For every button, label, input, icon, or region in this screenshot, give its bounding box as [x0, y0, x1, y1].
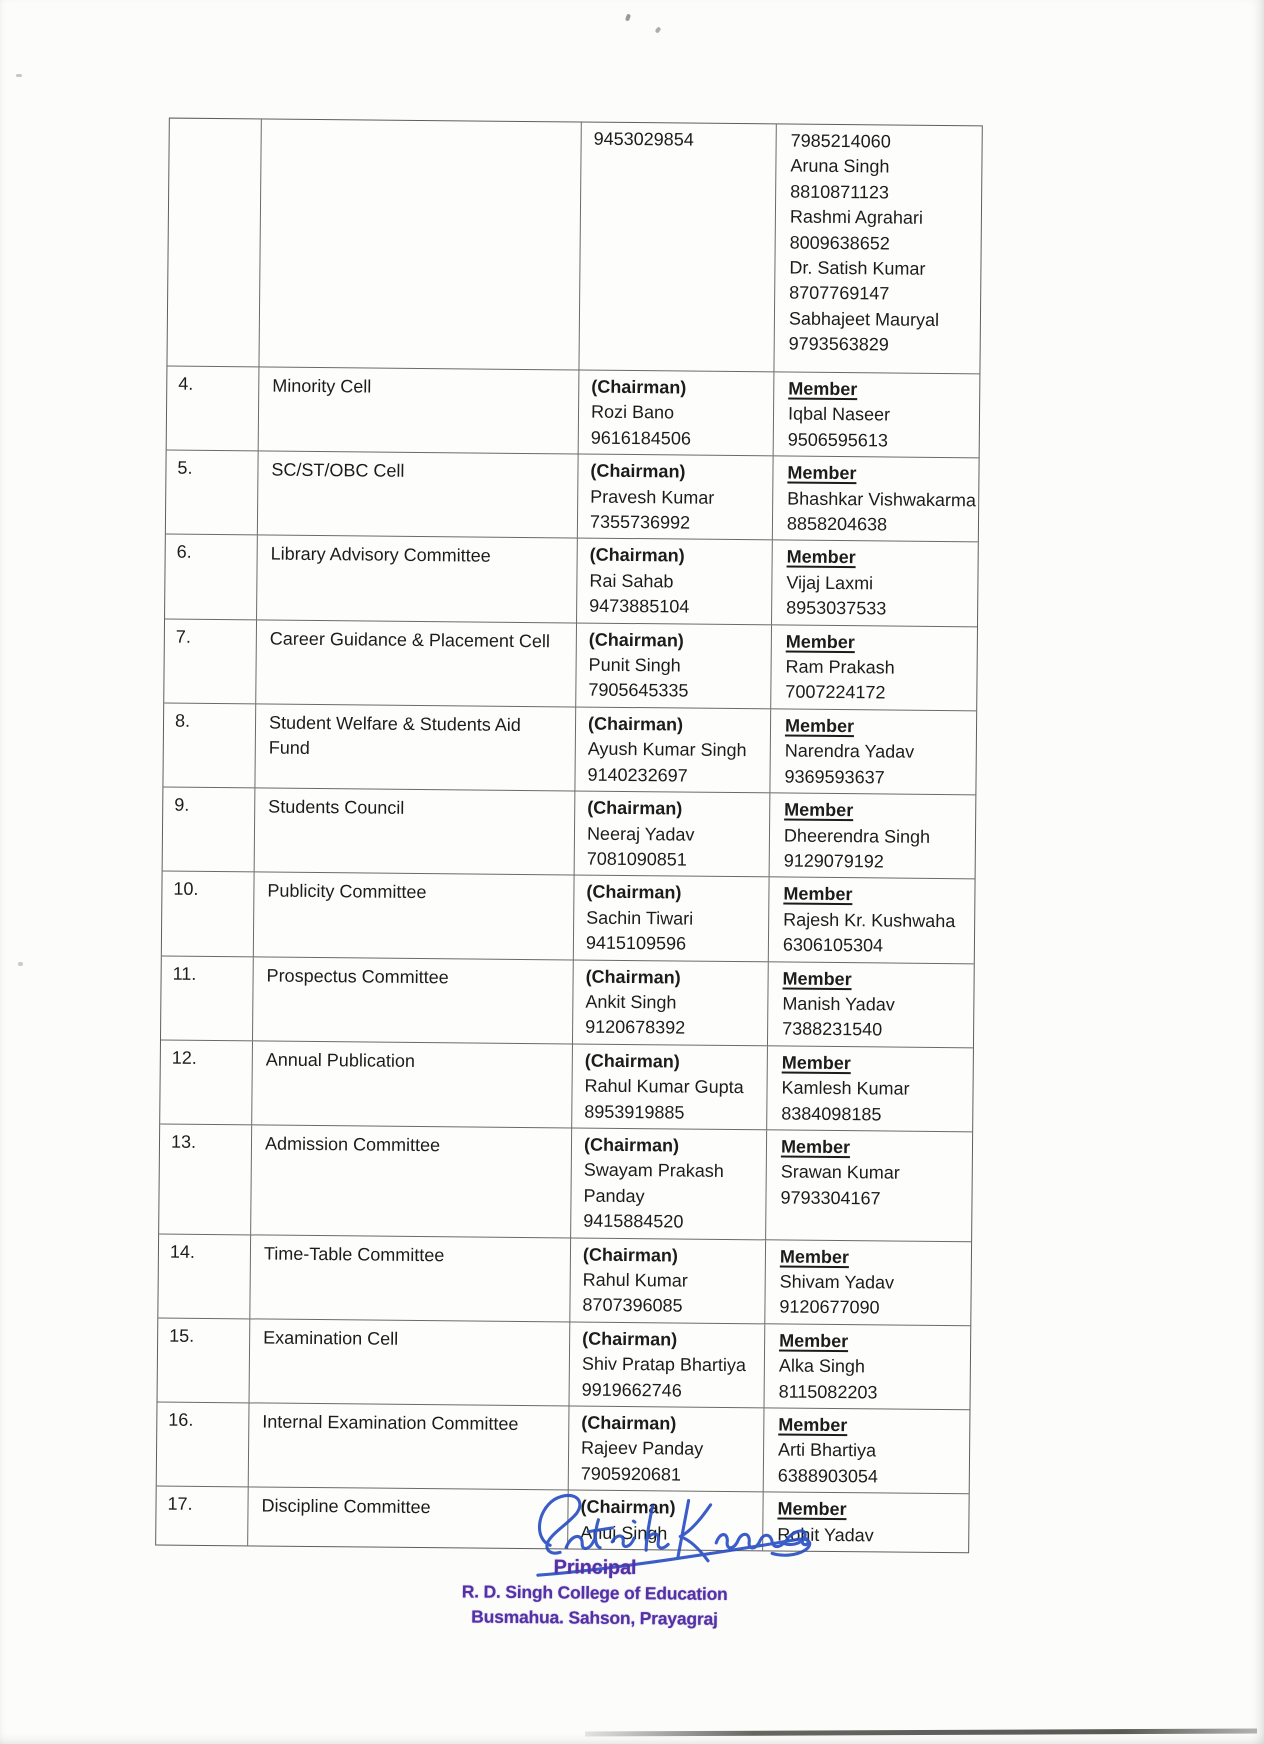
table-row	[163, 787, 976, 879]
member-cell	[765, 1240, 971, 1325]
chairman-phone: 8707396085	[582, 1294, 683, 1316]
member-name: Shivam Yadav	[779, 1271, 895, 1293]
member-label: Member	[780, 1136, 851, 1158]
committee-cell	[259, 367, 580, 453]
committee-cell	[250, 1319, 571, 1405]
committee-name: SC/ST/OBC Cell	[271, 459, 405, 482]
chairman-label: (Chairman)	[582, 1244, 679, 1266]
serial-cell	[163, 703, 256, 787]
serial-number: 11.	[172, 963, 197, 984]
committee-cell	[252, 1041, 573, 1127]
member-phone: 8009638652	[789, 232, 890, 254]
serial-cell	[167, 367, 260, 451]
member-phone: 8858204638	[786, 513, 888, 535]
table-row	[158, 1233, 971, 1325]
chairman-label: (Chairman)	[589, 545, 685, 566]
member-cell	[774, 124, 981, 373]
member-cell	[772, 541, 978, 626]
committee-name: Internal Examination Committee	[262, 1411, 519, 1435]
chairman-phone: 9453029854	[593, 128, 694, 150]
stamp-college: R. D. Singh College of Education	[461, 1581, 728, 1604]
chairman-cell	[574, 876, 770, 961]
member-name: Alka Singh	[778, 1355, 866, 1377]
chairman-phone: 9140232697	[587, 764, 688, 786]
committee-name: Library Advisory Committee	[270, 543, 491, 567]
serial-cell	[156, 1487, 249, 1546]
chairman-name: Rahul Kumar Gupta	[584, 1075, 744, 1098]
member-phone: 9793304167	[780, 1187, 881, 1209]
chairman-phone: 9919662746	[581, 1379, 682, 1401]
member-name: Rohit Yadav	[777, 1524, 874, 1546]
chairman-label: (Chairman)	[585, 966, 681, 988]
serial-number: 14.	[169, 1241, 196, 1262]
member-cell	[771, 625, 977, 710]
member-phone: 8810871123	[790, 181, 890, 203]
member-label: Member	[782, 968, 852, 989]
stamp-title: Principal	[553, 1556, 637, 1580]
serial-number: 7.	[175, 626, 191, 647]
table-row	[157, 1402, 970, 1494]
committee-cell	[256, 620, 577, 706]
member-cell	[770, 709, 976, 794]
chairman-label: (Chairman)	[590, 460, 686, 482]
serial-cell	[157, 1403, 250, 1487]
chairman-cell	[575, 707, 771, 792]
member-name: Rashmi Agrahari	[789, 206, 924, 229]
committee-cell	[255, 789, 576, 875]
chairman-cell	[572, 1044, 768, 1129]
member-phone: 9793563829	[788, 333, 889, 355]
member-name: Arti Bhartiya	[777, 1439, 877, 1461]
committee-name: Students Council	[268, 796, 405, 818]
committee-name: Admission Committee	[264, 1133, 441, 1156]
chairman-label: (Chairman)	[588, 629, 684, 651]
member-label: Member	[784, 715, 855, 737]
member-phone: 8953037533	[786, 597, 887, 619]
member-name: Kamlesh Kumar	[781, 1077, 910, 1099]
table-row	[167, 119, 981, 374]
serial-number: 17.	[167, 1493, 193, 1515]
member-name: Srawan Kumar	[780, 1161, 900, 1183]
member-name: Manish Yadav	[782, 993, 895, 1015]
chairman-phone: 9120678392	[585, 1016, 686, 1038]
serial-cell	[167, 119, 261, 367]
committee-cell	[259, 119, 581, 369]
chairman-cell	[570, 1238, 766, 1323]
serial-number: 5.	[177, 457, 193, 479]
chairman-name: Pravesh Kumar	[590, 486, 715, 508]
committee-name: Minority Cell	[272, 375, 372, 397]
member-cell	[770, 793, 976, 878]
member-name: Iqbal Naseer	[787, 403, 891, 425]
member-phone: 6306105304	[782, 934, 884, 956]
member-name: Vijaj Laxmi	[786, 572, 874, 594]
chairman-phone: 7905920681	[580, 1463, 682, 1485]
member-label: Member	[781, 1052, 851, 1073]
scan-speck	[16, 74, 22, 77]
serial-cell	[164, 619, 257, 703]
committee-cell	[254, 873, 575, 959]
chairman-label: (Chairman)	[591, 376, 687, 398]
committee-name: Career Guidance & Placement Cell	[269, 628, 551, 651]
table-row	[166, 450, 979, 542]
serial-cell	[158, 1234, 251, 1318]
table-row	[161, 955, 974, 1047]
member-label: Member	[783, 883, 853, 905]
member-phone: 9120677090	[779, 1296, 880, 1318]
chairman-name: Ayush Kumar Singh	[587, 738, 747, 761]
committee-cell	[251, 1125, 572, 1237]
member-phone: 8707769147	[789, 282, 890, 304]
serial-cell	[159, 1124, 252, 1234]
chairman-name: Punit Singh	[588, 654, 681, 676]
table-row	[163, 702, 976, 794]
table-row	[167, 366, 980, 458]
member-label: Member	[779, 1330, 849, 1351]
serial-number: 10.	[173, 878, 199, 900]
chairman-label: (Chairman)	[584, 1050, 680, 1072]
principal-stamp	[414, 1554, 775, 1632]
chairman-name: Rahul Kumar	[582, 1269, 688, 1291]
member-cell	[769, 878, 975, 963]
chairman-cell	[579, 371, 775, 456]
chairman-phone: 9415884520	[583, 1210, 684, 1232]
table-row	[162, 871, 975, 963]
member-phone: 9129079192	[783, 850, 884, 872]
member-phone: 7985214060	[790, 130, 891, 152]
member-label: Member	[786, 546, 856, 568]
chairman-label: (Chairman)	[583, 1134, 680, 1156]
member-name: Aruna Singh	[790, 155, 890, 177]
committee-name: Prospectus Committee	[266, 965, 449, 987]
member-label: Member	[779, 1246, 850, 1267]
member-phone: 9506595613	[787, 429, 888, 451]
committee-cell	[253, 957, 574, 1043]
chairman-label: (Chairman)	[580, 1496, 676, 1518]
chairman-cell	[571, 1128, 767, 1238]
member-name: Ram Prakash	[785, 656, 895, 678]
chairman-phone: 8953919885	[584, 1101, 685, 1123]
chairman-phone: 9415109596	[585, 932, 687, 954]
committee-name: Publicity Committee	[267, 880, 427, 903]
chairman-cell	[577, 539, 773, 624]
chairman-label: (Chairman)	[582, 1328, 678, 1350]
table-row	[164, 618, 977, 710]
member-cell	[764, 1324, 970, 1409]
chairman-phone: 7905645335	[588, 680, 689, 702]
chairman-name: Sachin Tiwari	[586, 907, 694, 929]
chairman-phone: 9473885104	[589, 595, 690, 617]
committee-name: Time-Table Committee	[263, 1243, 445, 1265]
chairman-name: Neeraj Yadav	[586, 823, 695, 845]
chairman-cell	[579, 123, 776, 372]
chairman-label: (Chairman)	[581, 1412, 677, 1434]
chairman-label: (Chairman)	[587, 713, 684, 735]
member-label: Member	[784, 799, 854, 821]
chairman-name: Anuj Singh	[580, 1522, 668, 1544]
member-name: Bhashkar Vishwakarma	[787, 488, 977, 510]
serial-number: 15.	[169, 1325, 195, 1346]
table-row	[158, 1317, 971, 1409]
committee-table	[155, 118, 983, 1554]
member-phone: 6388903054	[777, 1465, 879, 1487]
chairman-name: Ankit Singh	[585, 991, 677, 1013]
member-label: Member	[777, 1498, 847, 1520]
chairman-cell	[576, 623, 772, 708]
serial-number: 8.	[174, 710, 191, 731]
chairman-name: Rozi Bano	[590, 402, 675, 423]
serial-cell	[163, 788, 256, 872]
chairman-cell	[570, 1322, 766, 1407]
scan-speck	[18, 962, 23, 966]
member-name: Sabhajeet Mauryal	[788, 308, 940, 330]
member-cell	[774, 372, 980, 457]
member-name: Dr. Satish Kumar	[789, 257, 926, 279]
member-phone: 9369593637	[784, 766, 885, 788]
member-cell	[764, 1408, 970, 1493]
member-label: Member	[788, 378, 858, 400]
committee-name: Discipline Committee	[261, 1495, 431, 1518]
member-phone: 8115082203	[778, 1381, 878, 1403]
chairman-cell	[575, 792, 771, 877]
chairman-name: Shiv Pratap Bhartiya	[581, 1353, 747, 1376]
chairman-phone: 7355736992	[589, 511, 691, 533]
member-label: Member	[787, 462, 857, 484]
member-label: Member	[785, 631, 855, 652]
serial-number: 6.	[176, 542, 192, 563]
member-name: Dheerendra Singh	[783, 824, 931, 847]
member-cell	[767, 1046, 973, 1131]
serial-number: 4.	[178, 373, 194, 394]
member-phone: 8384098185	[781, 1103, 882, 1125]
chairman-label: (Chairman)	[586, 881, 682, 903]
table-row	[159, 1123, 972, 1240]
chairman-phone: 7081090851	[586, 848, 687, 870]
member-cell	[773, 457, 979, 542]
committee-name: Annual Publication	[265, 1049, 416, 1071]
serial-number: 12.	[171, 1047, 197, 1068]
committee-cell	[255, 704, 576, 790]
committee-cell	[257, 536, 578, 622]
table-row	[160, 1039, 973, 1131]
stamp-address: Busmahua. Sahson, Prayagraj	[471, 1606, 718, 1629]
chairman-cell	[569, 1406, 765, 1491]
committee-cell	[258, 452, 579, 538]
member-name: Rajesh Kr. Kushwaha	[783, 909, 956, 931]
member-cell	[768, 962, 974, 1047]
chairman-name: Swayam Prakash Panday	[583, 1159, 724, 1206]
serial-number: 9.	[174, 794, 190, 815]
chairman-label: (Chairman)	[587, 797, 683, 819]
member-cell	[766, 1130, 972, 1241]
serial-cell	[160, 1040, 253, 1124]
chairman-phone: 9616184506	[590, 427, 691, 449]
committee-name: Examination Cell	[263, 1327, 399, 1349]
serial-cell	[158, 1318, 251, 1402]
table-row	[165, 534, 978, 626]
serial-cell	[161, 956, 254, 1040]
serial-number: 16.	[168, 1409, 194, 1430]
chairman-cell	[578, 455, 774, 540]
member-name: Narendra Yadav	[784, 740, 915, 763]
serial-cell	[166, 451, 259, 535]
member-label: Member	[778, 1414, 848, 1436]
serial-cell	[165, 535, 258, 619]
serial-number: 13.	[170, 1131, 197, 1152]
serial-cell	[162, 872, 255, 956]
committee-cell	[249, 1403, 570, 1489]
member-phone: 7007224172	[785, 681, 886, 703]
chairman-name: Rajeev Panday	[581, 1438, 704, 1460]
chairman-name: Rai Sahab	[589, 570, 674, 592]
committee-name: Student Welfare & Students Aid Fund	[268, 712, 521, 759]
member-phone: 7388231540	[782, 1018, 883, 1040]
committee-cell	[250, 1235, 571, 1321]
chairman-cell	[573, 960, 769, 1045]
